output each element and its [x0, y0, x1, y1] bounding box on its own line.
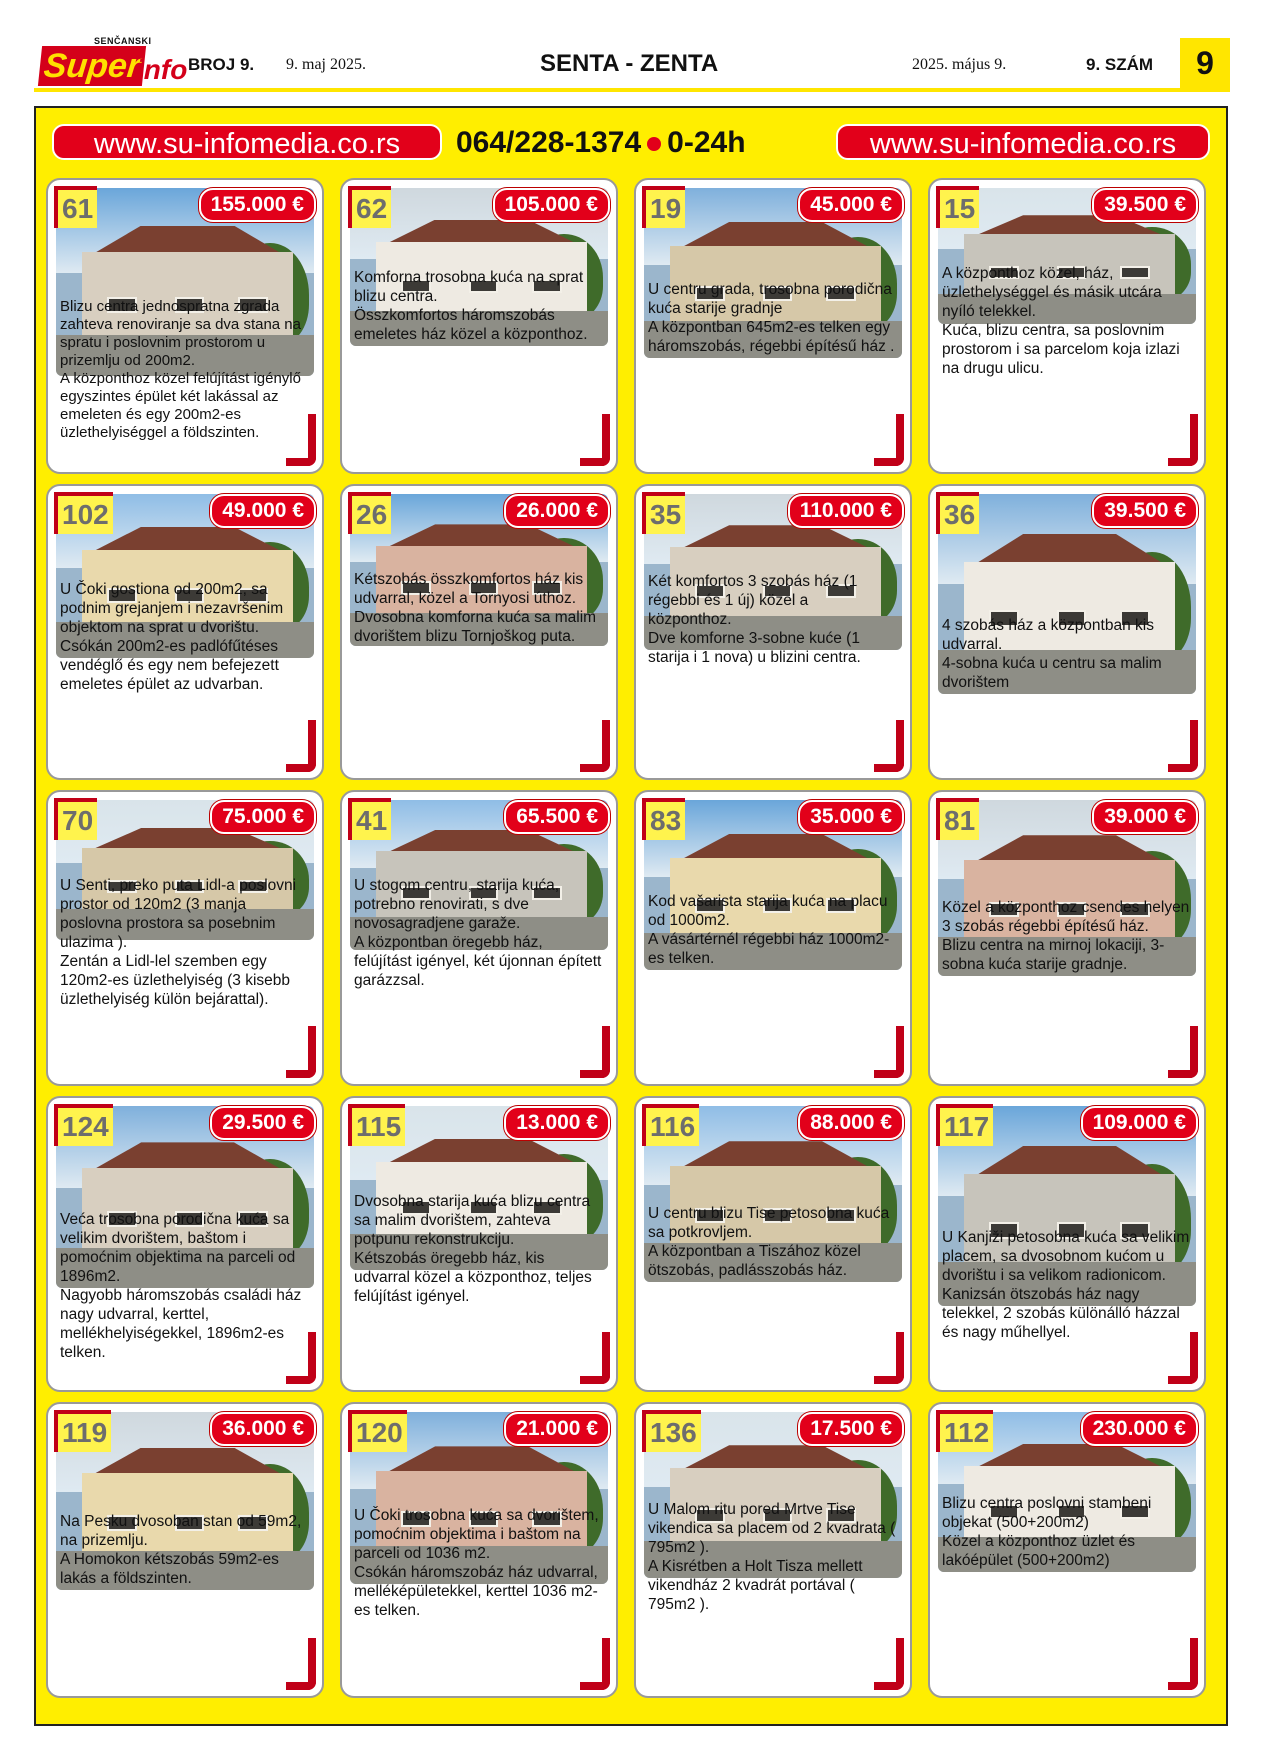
header-divider — [34, 88, 1230, 92]
listings-frame — [34, 106, 1228, 1726]
description-primary: Blizu centra poslovni stambeni objekat (500+200m2) — [942, 1495, 1152, 1531]
listing-card[interactable] — [46, 1096, 324, 1392]
listing-card[interactable] — [46, 178, 324, 474]
description-primary: U Čoki trosobna kuća sa dvorištem, pomoćnim objektima i baštom na parceli od 1036 m2. — [354, 1507, 599, 1562]
listing-id: 83 — [642, 798, 685, 840]
listing-card[interactable] — [634, 178, 912, 474]
description-secondary: Összkomfortos háromszobás emeletes ház közel a központhoz. — [354, 307, 588, 343]
listing-id: 117 — [936, 1104, 993, 1146]
issue-date-sr: 9. maj 2025. — [286, 56, 366, 73]
listing-description — [648, 572, 896, 667]
listing-id: 120 — [348, 1410, 407, 1452]
listing-card[interactable] — [634, 1096, 912, 1392]
listing-card[interactable] — [928, 178, 1206, 474]
listing-id: 115 — [348, 1104, 405, 1146]
description-secondary: Csókán háromszobáz ház udvarral, melléképületekkel, kerttel 1036 m2-es telken. — [354, 1564, 598, 1619]
description-secondary: Dvosobna komforna kuća sa malim dvorištem blizu Tornjoškog puta. — [354, 609, 597, 645]
website-link-left[interactable]: www.su-infomedia.co.rs — [52, 124, 442, 160]
listing-card[interactable] — [928, 1096, 1206, 1392]
corner-ornament — [874, 1332, 904, 1384]
description-primary: U stogom centru, starija kuća, potrebno renovirati, s dve novosagradjene garaže. — [354, 877, 560, 932]
listing-card[interactable] — [46, 790, 324, 1086]
listing-price: 88.000 € — [798, 1106, 904, 1140]
description-primary: Veća trosobna porodična kuća sa velikim dvorištem, baštom i pomoćnim objektima na parceli od 1896m2. — [60, 1211, 296, 1285]
listing-price: 39.000 € — [1092, 800, 1198, 834]
listing-description — [354, 1506, 602, 1620]
corner-ornament — [1168, 414, 1198, 466]
bullet-dot-icon — [647, 137, 661, 151]
listing-card[interactable] — [928, 1402, 1206, 1698]
corner-ornament — [286, 720, 316, 772]
description-secondary: A Homokon kétszobás 59m2-es lakás a földszinten. — [60, 1551, 279, 1587]
issue-number-hu: 9. SZÁM — [1086, 55, 1154, 74]
corner-ornament — [580, 1332, 610, 1384]
listing-card[interactable] — [634, 1402, 912, 1698]
description-secondary: Blizu centra na mirnoj lokaciji, 3-sobna kuća starije gradnje. — [942, 937, 1165, 973]
listing-price: 13.000 € — [504, 1106, 610, 1140]
corner-ornament — [874, 1026, 904, 1078]
logo-top-text: SENČANSKI — [94, 36, 152, 46]
listing-id: 102 — [54, 492, 113, 534]
listing-description — [648, 1204, 896, 1280]
description-secondary: Csókán 200m2-es padlófűtéses vendéglő és egy nem befejezett emeletes épület az udvarban. — [60, 638, 279, 693]
listing-id: 35 — [642, 492, 685, 534]
phone-number: 064/228-1374 — [456, 126, 642, 159]
listing-id: 70 — [54, 798, 97, 840]
newspaper-logo — [40, 36, 188, 90]
description-primary: Kod vašarista starija kuća na placu od 1000m2. — [648, 893, 888, 929]
description-secondary: A Kisrétben a Holt Tisza mellett vikendház 2 kvadrát portával ( 795m2 ). — [648, 1558, 863, 1613]
listing-price: 17.500 € — [798, 1412, 904, 1446]
phone-hours: 0-24h — [667, 126, 746, 159]
page-header — [0, 0, 1264, 96]
website-link-right[interactable]: www.su-infomedia.co.rs — [836, 124, 1210, 160]
listing-description — [354, 876, 602, 990]
corner-ornament — [874, 414, 904, 466]
page-number: 9 — [1180, 38, 1230, 88]
description-secondary: Közel a központhoz üzlet és lakóépület (500+200m2) — [942, 1533, 1136, 1569]
description-primary: U centru grada, trosobna porodična kuća starije gradnje — [648, 281, 892, 317]
listing-id: 81 — [936, 798, 979, 840]
listing-id: 61 — [54, 186, 97, 228]
corner-ornament — [1168, 1026, 1198, 1078]
listing-price: 155.000 € — [199, 188, 316, 222]
listing-price: 35.000 € — [798, 800, 904, 834]
corner-ornament — [580, 1026, 610, 1078]
description-primary: Közel a központhoz csendes helyen 3 szobás régebbi építésű ház. — [942, 899, 1190, 935]
description-secondary: A vásártérnél régebbi ház 1000m2-es telken. — [648, 931, 890, 967]
listing-card[interactable] — [46, 484, 324, 780]
listing-description — [60, 298, 308, 442]
description-primary: Blizu centra jednospratna zgrada zahteva renoviranje sa dva stana na spratu i poslovnim prostorom u prizemlju od 200m2. — [60, 298, 301, 369]
issue-date-hu: 2025. május 9. — [912, 56, 1007, 73]
description-primary: U Malom ritu pored Mrtve Tise vikendica sa placem od 2 kvadrata ( 795m2 ). — [648, 1501, 896, 1556]
description-secondary: A központhoz közel felújítást igénylő egyszintes épület két lakással az emeleten és egy 200m2-es üzlethelyiséggel a földszinten. — [60, 370, 301, 441]
listing-price: 65.500 € — [504, 800, 610, 834]
listing-card[interactable] — [340, 484, 618, 780]
listing-description — [60, 876, 308, 1009]
listing-id: 136 — [642, 1410, 701, 1452]
listing-card[interactable] — [340, 790, 618, 1086]
listing-price: 75.000 € — [210, 800, 316, 834]
description-secondary: A központban a Tiszához közel ötszobás, padlásszobás ház. — [648, 1243, 861, 1279]
listing-price: 110.000 € — [788, 494, 904, 528]
description-secondary: Dve komforne 3-sobne kuće (1 starija i 1 nova) u blizini centra. — [648, 630, 861, 666]
listing-price: 105.000 € — [493, 188, 610, 222]
description-secondary: Kuća, blizu centra, sa poslovnim prostorom i sa parcelom koja izlazi na drugu ulicu. — [942, 322, 1180, 377]
listing-id: 36 — [936, 492, 979, 534]
listing-id: 41 — [348, 798, 391, 840]
description-primary: Dvosobna starija kuća blizu centra sa malim dvorištem, zahteva potpunu rekonstrukciju. — [354, 1193, 591, 1248]
corner-ornament — [580, 720, 610, 772]
listing-description — [942, 616, 1190, 692]
listing-description — [354, 268, 602, 344]
description-primary: Komforna trosobna kuća na sprat blizu centra. — [354, 269, 584, 305]
description-primary: A központhoz közel, ház, üzlethelységgel és másik utcára nyíló telekkel. — [942, 265, 1162, 320]
listing-price: 21.000 € — [504, 1412, 610, 1446]
listing-card[interactable] — [340, 178, 618, 474]
corner-ornament — [1168, 1638, 1198, 1690]
listing-id: 119 — [54, 1410, 111, 1452]
listing-card[interactable] — [928, 484, 1206, 780]
description-primary: Két komfortos 3 szobás ház (1 régebbi és 1 új) közel a központhoz. — [648, 573, 858, 628]
description-secondary: Nagyobb háromszobás családi ház nagy udvarral, kerttel, mellékhelyiségekkel, 1896m2-es telken. — [60, 1287, 302, 1361]
description-secondary: Zentán a Lidl-lel szemben egy 120m2-es üzlethelyiség (3 kisebb üzlethelyiség külön bejárattal). — [60, 953, 291, 1008]
listing-description — [648, 892, 896, 968]
listing-description — [60, 1512, 308, 1588]
listing-card[interactable] — [340, 1402, 618, 1698]
listing-description — [354, 1192, 602, 1306]
listing-description — [942, 264, 1190, 378]
description-primary: Na Pesku dvosoban stan od 59m2, na prizemlju. — [60, 1513, 302, 1549]
corner-ornament — [286, 1332, 316, 1384]
corner-ornament — [286, 1026, 316, 1078]
listing-id: 26 — [348, 492, 391, 534]
listing-description — [942, 1228, 1190, 1342]
corner-ornament — [874, 1638, 904, 1690]
listing-price: 49.000 € — [210, 494, 316, 528]
description-primary: U Senti, preko puta Lidl-a poslovni prostor od 120m2 (3 manja poslovna prostora sa posebnim ulazima ). — [60, 877, 297, 951]
corner-ornament — [286, 414, 316, 466]
listing-card[interactable] — [634, 484, 912, 780]
issue-number-sr: BROJ 9. — [188, 55, 255, 74]
listing-description — [942, 1494, 1190, 1570]
corner-ornament — [286, 1638, 316, 1690]
listing-card[interactable] — [46, 1402, 324, 1698]
description-secondary: 4-sobna kuća u centru sa malim dvorištem — [942, 655, 1162, 691]
contact-phone — [456, 126, 746, 160]
listing-id: 116 — [642, 1104, 699, 1146]
description-secondary: Kanizsán ötszobás ház nagy telekkel, 2 szobás különálló házzal és nagy műhellyel. — [942, 1286, 1180, 1341]
description-primary: U Kanjiži petosobna kuća sa velikim placem, sa dvosobnom kućom u dvorištu i sa velikom radionicom. — [942, 1229, 1190, 1284]
corner-ornament — [874, 720, 904, 772]
listing-id: 19 — [642, 186, 685, 228]
listing-card[interactable] — [928, 790, 1206, 1086]
listing-id: 15 — [936, 186, 979, 228]
corner-ornament — [580, 414, 610, 466]
listing-description — [648, 1500, 896, 1614]
listing-price: 230.000 € — [1081, 1412, 1198, 1446]
logo-info-text: info — [136, 54, 188, 85]
listing-description — [60, 1210, 308, 1362]
corner-ornament — [580, 1638, 610, 1690]
description-primary: Kétszobás összkomfortos ház kis udvarral, közel a Tornyosi úthoz. — [354, 571, 584, 607]
listing-id: 112 — [936, 1410, 993, 1452]
description-primary: 4 szobás ház a központban kis udvarral. — [942, 617, 1154, 653]
listing-card[interactable] — [340, 1096, 618, 1392]
listing-price: 45.000 € — [798, 188, 904, 222]
logo-super-text: Super — [38, 46, 147, 86]
description-primary: U centru blizu Tise petosobna kuća sa potkrovljem. — [648, 1205, 890, 1241]
listing-description — [60, 580, 308, 694]
listing-price: 36.000 € — [210, 1412, 316, 1446]
description-primary: U Čoki gostiona od 200m2, sa podnim grejanjem i nezavršenim objektom na sprat u dvorištu. — [60, 581, 284, 636]
listing-description — [648, 280, 896, 356]
corner-ornament — [1168, 1332, 1198, 1384]
listing-price: 39.500 € — [1092, 494, 1198, 528]
description-secondary: A központban öregebb ház, felújítást igényel, két újonnan épített garázzsal. — [354, 934, 602, 989]
corner-ornament — [1168, 720, 1198, 772]
listing-id: 62 — [348, 186, 391, 228]
listing-id: 124 — [54, 1104, 113, 1146]
listing-price: 109.000 € — [1081, 1106, 1198, 1140]
listing-card[interactable] — [634, 790, 912, 1086]
listing-description — [354, 570, 602, 646]
listing-description — [942, 898, 1190, 974]
listing-price: 39.500 € — [1092, 188, 1198, 222]
description-secondary: Kétszobás öregebb ház, kis udvarral közel a központhoz, teljes felújítást igényel. — [354, 1250, 592, 1305]
listing-price: 26.000 € — [504, 494, 610, 528]
page-title: SENTA - ZENTA — [540, 50, 719, 77]
listing-price: 29.500 € — [210, 1106, 316, 1140]
description-secondary: A központban 645m2-es telken egy háromszobás, régebbi építésű ház . — [648, 319, 895, 355]
